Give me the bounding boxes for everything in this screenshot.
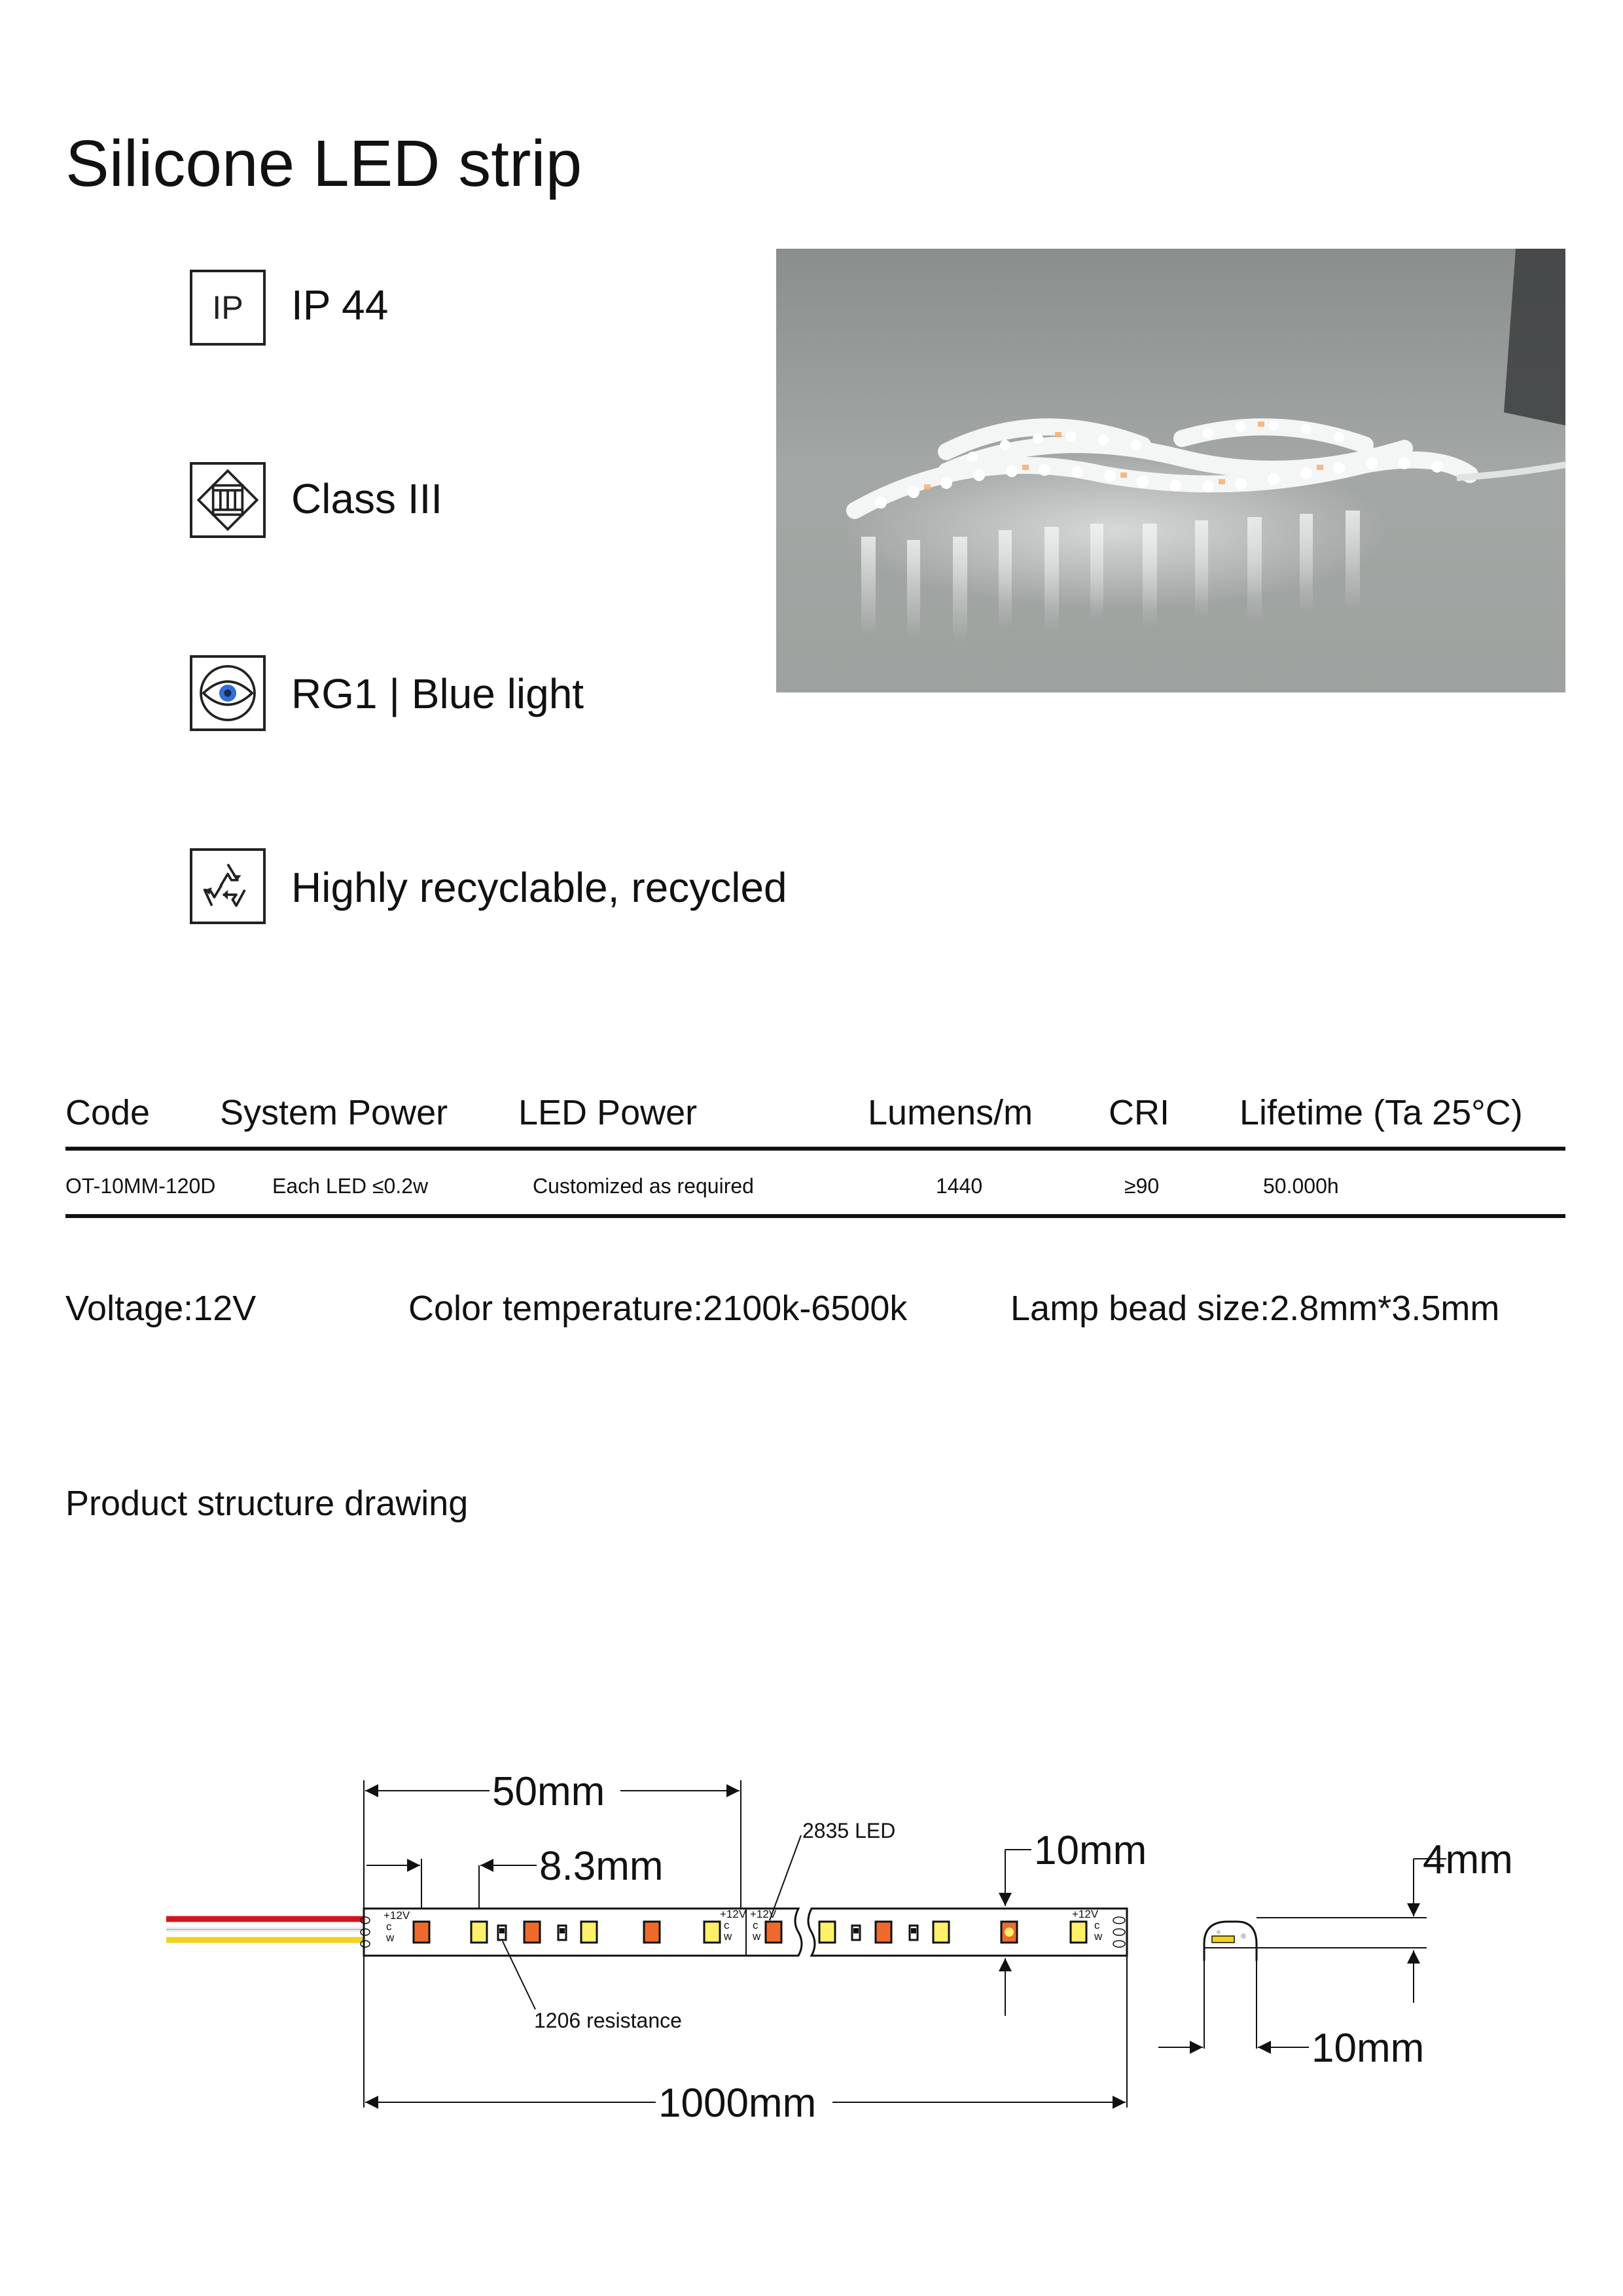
class-iii-icon (190, 462, 266, 538)
svg-text:+12V: +12V (750, 1908, 777, 1920)
led-chip (414, 1922, 429, 1943)
cell-cri: ≥90 (1124, 1174, 1160, 1198)
lead-wires (166, 1919, 364, 1940)
cell-led-power: Customized as required (533, 1174, 754, 1198)
spec-lamp-bead-size: Lamp bead size:2.8mm*3.5mm (1010, 1289, 1500, 1328)
feature-label-blue-light: RG1 | Blue light (291, 670, 584, 717)
cell-lumens: 1440 (936, 1174, 983, 1198)
svg-text:w: w (386, 1931, 395, 1944)
svg-text:c: c (1094, 1919, 1100, 1931)
spec-voltage: Voltage:12V (65, 1289, 257, 1328)
led-chip (644, 1922, 660, 1943)
dim-4mm: 4mm (1423, 1837, 1513, 1882)
section-title-structure: Product structure drawing (65, 1484, 469, 1523)
led-chip (819, 1922, 835, 1943)
svg-text:w: w (1094, 1930, 1103, 1943)
feature-label-recyclable: Highly recyclable, recycled (291, 864, 787, 911)
structure-drawing (157, 1728, 1513, 2134)
table-bottom-rule (65, 1214, 1565, 1218)
svg-text:c: c (724, 1919, 730, 1931)
led-chip (1071, 1922, 1086, 1943)
page-title: Silicone LED strip (65, 127, 582, 200)
label-2835-led: 2835 LED (802, 1819, 896, 1842)
feature-label-ip: IP 44 (291, 281, 389, 329)
table-header-lumens: Lumens/m (868, 1093, 1033, 1132)
ip-rating-icon (190, 270, 266, 346)
table-header-code: Code (65, 1093, 151, 1132)
svg-text:w: w (724, 1930, 732, 1943)
dim-1000mm: 1000mm (658, 2081, 817, 2126)
recycle-icon (190, 848, 266, 924)
led-chip (471, 1922, 487, 1943)
table-header-cri: CRI (1109, 1093, 1169, 1132)
cell-system-power: Each LED ≤0.2w (272, 1174, 429, 1198)
svg-text:c: c (753, 1919, 758, 1931)
table-header-led-power: LED Power (518, 1093, 698, 1132)
spec-color-temperature: Color temperature:2100k-6500k (408, 1289, 908, 1328)
svg-text:+12V: +12V (1072, 1908, 1099, 1920)
strip-cross-section (1204, 1922, 1257, 1961)
led-chip (766, 1922, 781, 1943)
table-top-rule (65, 1147, 1565, 1151)
svg-text:w: w (753, 1930, 761, 1943)
label-1206-resistance: 1206 resistance (534, 2009, 682, 2032)
table-header-system-power: System Power (220, 1093, 448, 1132)
cell-lifetime: 50.000h (1263, 1174, 1339, 1198)
led-chip (581, 1922, 597, 1943)
dim-8-3mm: 8.3mm (539, 1844, 664, 1889)
dim-50mm: 50mm (492, 1769, 605, 1814)
svg-text:c: c (386, 1920, 392, 1933)
feature-label-class: Class III (291, 475, 443, 522)
svg-text:+12V: +12V (720, 1908, 747, 1920)
led-chip (933, 1922, 949, 1943)
cell-code: OT-10MM-120D (65, 1174, 216, 1198)
eye-blue-light-icon (190, 655, 266, 731)
led-chip (524, 1922, 540, 1943)
product-photo (776, 249, 1565, 692)
table-header-lifetime: Lifetime (Ta 25°C) (1240, 1093, 1523, 1132)
led-chip (876, 1922, 891, 1943)
ip-icon-text: IP (212, 288, 243, 326)
dim-10mm-bottom: 10mm (1311, 2026, 1425, 2071)
dim-10mm-top: 10mm (1034, 1828, 1147, 1873)
svg-text:+12V: +12V (383, 1909, 410, 1922)
led-chip (704, 1922, 720, 1943)
